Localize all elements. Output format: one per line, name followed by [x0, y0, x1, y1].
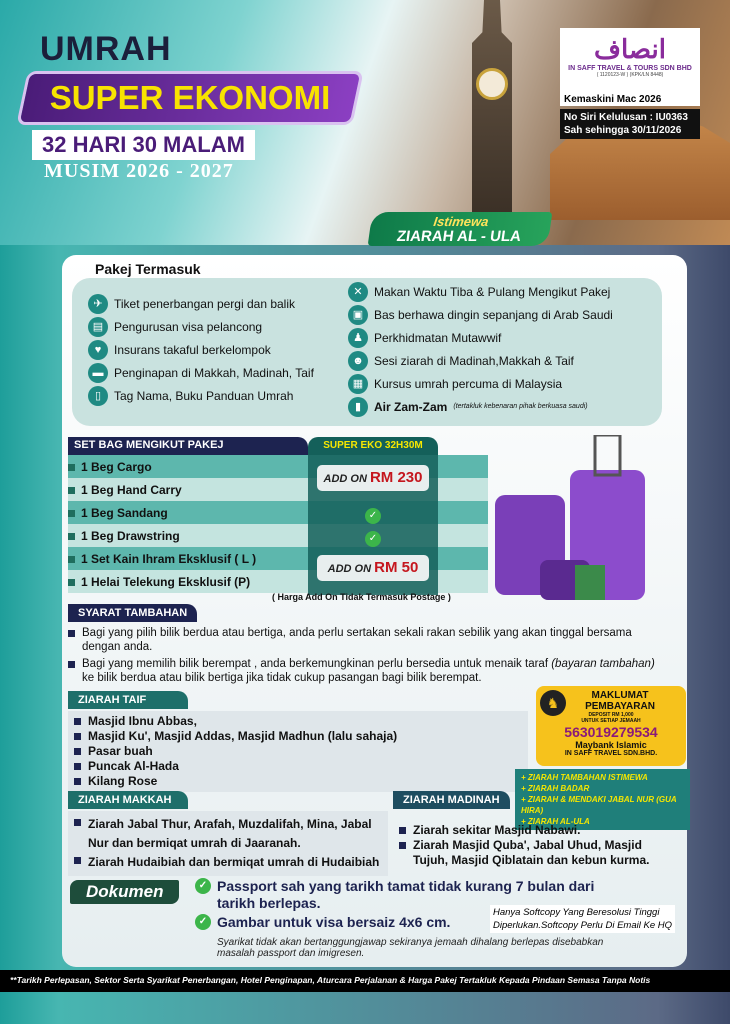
- company-name: IN SAFF TRAVEL & TOURS SDN BHD: [568, 65, 692, 72]
- makkah-item: Ziarah Jabal Thur, Arafah, Muzdalifah, Mina, Jabal Nur dan bermiqat umrah di Jaaranah.: [74, 815, 382, 853]
- check-icon: ✓: [195, 914, 211, 930]
- license-box: [560, 109, 700, 139]
- extra-item: + ZIARAH BADAR: [521, 784, 590, 793]
- syarat-title: SYARAT TAMBAHAN: [68, 604, 197, 622]
- doc-item: ✓ Passport sah yang tarikh tamat tidak kurang 7 bulan dari tarikh berlepas.: [195, 878, 635, 912]
- clock-face: [476, 68, 508, 100]
- bag-row: 1 Set Kain Ihram Eksklusif ( L ): [68, 547, 488, 570]
- taif-item: Masjid Ibnu Abbas,: [74, 714, 522, 729]
- syarat-point: Bagi yang memilih bilik berempat , anda berkemungkinan perlu bersedia untuk menaik taraf (bayaran tambahan) ke bilik berdua atau bilik bertiga jika tidak cukup pasangan bagi bilik berempat.: [68, 657, 668, 685]
- bag-row: 1 Beg Hand Carry: [68, 478, 488, 501]
- title-super-ekonomi-banner: [20, 74, 360, 122]
- bank-name: Maybank Islamic: [575, 740, 647, 750]
- maybank-tiger-icon: ♞: [540, 690, 566, 716]
- include-item: ♥ Insurans takaful berkelompok: [88, 338, 314, 361]
- plane-icon: ✈: [88, 294, 108, 314]
- softcopy-note: Hanya Softcopy Yang Beresolusi Tinggi Diperlukan.Softcopy Perlu Di Email Ke HQ: [490, 905, 675, 933]
- include-item: ☻ Sesi ziarah di Madinah,Makkah & Taif: [348, 349, 613, 372]
- check-icon: ✓: [365, 531, 381, 547]
- bag-row: 1 Beg Sandang: [68, 501, 488, 524]
- include-item: ✕ Makan Waktu Tiba & Pulang Mengikut Pakej: [348, 280, 613, 303]
- deposit: DEPOSIT RM 1,000: [588, 712, 634, 718]
- guide-icon: ♟: [348, 328, 368, 348]
- include-item: ▬ Penginapan di Makkah, Madinah, Taif: [88, 361, 314, 384]
- taif-item: Kilang Rose: [74, 774, 522, 789]
- include-item: ▤ Pengurusan visa pelancong: [88, 315, 314, 338]
- bag-row: 1 Beg Drawstring: [68, 524, 488, 547]
- doc-item: ✓ Gambar untuk visa bersaiz 4x6 cm.: [195, 914, 675, 931]
- include-item: ♟ Perkhidmatan Mutawwif: [348, 326, 613, 349]
- addon-note: ( Harga Add On Tidak Termasuk Postage ): [272, 592, 451, 602]
- bus-icon: ▣: [348, 305, 368, 325]
- bag-row: 1 Beg Cargo: [68, 455, 488, 478]
- book-icon: ▯: [88, 386, 108, 406]
- taif-item: Pasar buah: [74, 744, 522, 759]
- ziarah-taif: [68, 690, 528, 792]
- includes-right: [348, 280, 613, 418]
- footer-disclaimer: **Tarikh Perlepasan, Sektor Serta Syarikat Penerbangan, Hotel Penginapan, Aturcara Perjalanan & Harga Pakej Tertakluk Kepada Pindaan Semasa Tanpa Notis: [0, 970, 730, 992]
- check-icon: ✓: [195, 878, 211, 894]
- madinah-title: ZIARAH MADINAH: [393, 791, 510, 809]
- bed-icon: ▬: [88, 363, 108, 383]
- al-ula-badge: [368, 212, 553, 246]
- updated-label: Kemaskini Mac 2026: [560, 93, 700, 106]
- bag-row: 1 Helai Telekung Eksklusif (P): [68, 570, 488, 593]
- utensils-icon: ✕: [348, 282, 368, 302]
- extra-item: + ZIARAH TAMBAHAN ISTIMEWA: [521, 773, 648, 782]
- addon-price-1: ADD ON RM 230: [317, 465, 429, 491]
- company-logo: [560, 28, 700, 96]
- bag-header-left: SET BAG MENGIKUT PAKEJ: [68, 437, 308, 455]
- includes-left: [88, 292, 314, 407]
- extra-item: + ZIARAH & MENDAKI JABAL NUR (GUA HIRA): [521, 795, 677, 815]
- payment-title: MAKLUMAT: [591, 690, 649, 701]
- badge-top: Istimewa: [432, 214, 490, 229]
- makkah-title: ZIARAH MAKKAH: [68, 791, 188, 809]
- ziarah-madinah: [393, 790, 685, 868]
- license-number: No Siri Kelulusan : IU0363: [564, 112, 688, 123]
- include-item: ▣ Bas berhawa dingin sepanjang di Arab Saudi: [348, 303, 613, 326]
- include-item: ▦ Kursus umrah percuma di Malaysia: [348, 372, 613, 395]
- teacher-icon: ▦: [348, 374, 368, 394]
- include-item: ✈ Tiket penerbangan pergi dan balik: [88, 292, 314, 315]
- passport-icon: ▤: [88, 317, 108, 337]
- title-super-ekonomi: SUPER EKONOMI: [49, 79, 331, 116]
- taif-item: Masjid Ku', Masjid Addas, Masjid Madhun (lalu sahaja): [74, 729, 522, 744]
- water-bottle-icon: ▮: [348, 397, 368, 417]
- package-column: [308, 455, 438, 595]
- madinah-item: Ziarah sekitar Masjid Nabawi.: [399, 823, 679, 838]
- group-icon: ☻: [348, 351, 368, 371]
- season: MUSIM 2026 - 2027: [44, 160, 234, 182]
- include-item: ▮ Air Zam-Zam (tertakluk kebenaran pihak berkuasa saudi): [348, 395, 613, 418]
- taif-item: Puncak Al-Hada: [74, 759, 522, 774]
- addon-price-2: ADD ON RM 50: [317, 555, 429, 581]
- account-holder: IN SAFF TRAVEL SDN.BHD.: [564, 750, 658, 757]
- extra-item: + ZIARAH AL-ULA: [521, 817, 590, 826]
- includes-title: Pakej Termasuk: [95, 261, 201, 277]
- duration: 32 HARI 30 MALAM: [32, 130, 255, 160]
- bag-table-header: [68, 437, 488, 455]
- deposit-note: UNTUK SETIAP JEMAAH: [581, 718, 641, 724]
- payment-info: [536, 686, 686, 766]
- check-icon: ✓: [365, 508, 381, 524]
- badge-main: ZIARAH AL - ULA: [395, 228, 523, 245]
- makkah-item: Ziarah Hudaibiah dan bermiqat umrah di Hudaibiah: [74, 853, 382, 872]
- taif-title: ZIARAH TAIF: [68, 691, 188, 709]
- bag-header-right: SUPER EKO 32H30M: [308, 437, 438, 455]
- account-number: 563019279534: [564, 724, 658, 740]
- title-umrah: UMRAH: [40, 30, 172, 68]
- syarat-section: [68, 603, 668, 685]
- company-reg: ( 1120123-W ) (KPK/LN 8448): [596, 72, 664, 78]
- include-item: ▯ Tag Nama, Buku Panduan Umrah: [88, 384, 314, 407]
- insurance-icon: ♥: [88, 340, 108, 360]
- logo-mark: انصاف: [594, 34, 666, 64]
- syarat-point: Bagi yang pilih bilik berdua atau bertiga, anda perlu sertakan sekali rakan sebilik yang akan tinggal bersama dengan anda.: [68, 626, 668, 654]
- disclaimer: Syarikat tidak akan bertanggungjawap sekiranya jemaah dihalang berlepas disebabkan masalah passport dan imigresen.: [217, 937, 604, 959]
- payment-title-2: PEMBAYARAN: [585, 701, 655, 712]
- luggage-set-image: [490, 435, 650, 605]
- ziarah-makkah: [68, 790, 388, 876]
- madinah-item: Ziarah Masjid Quba', Jabal Uhud, Masjid Tujuh, Masjid Qiblatain dan kebun kurma.: [399, 838, 679, 868]
- license-validity: Sah sehingga 30/11/2026: [564, 125, 682, 136]
- dokumen-title: Dokumen: [70, 880, 179, 904]
